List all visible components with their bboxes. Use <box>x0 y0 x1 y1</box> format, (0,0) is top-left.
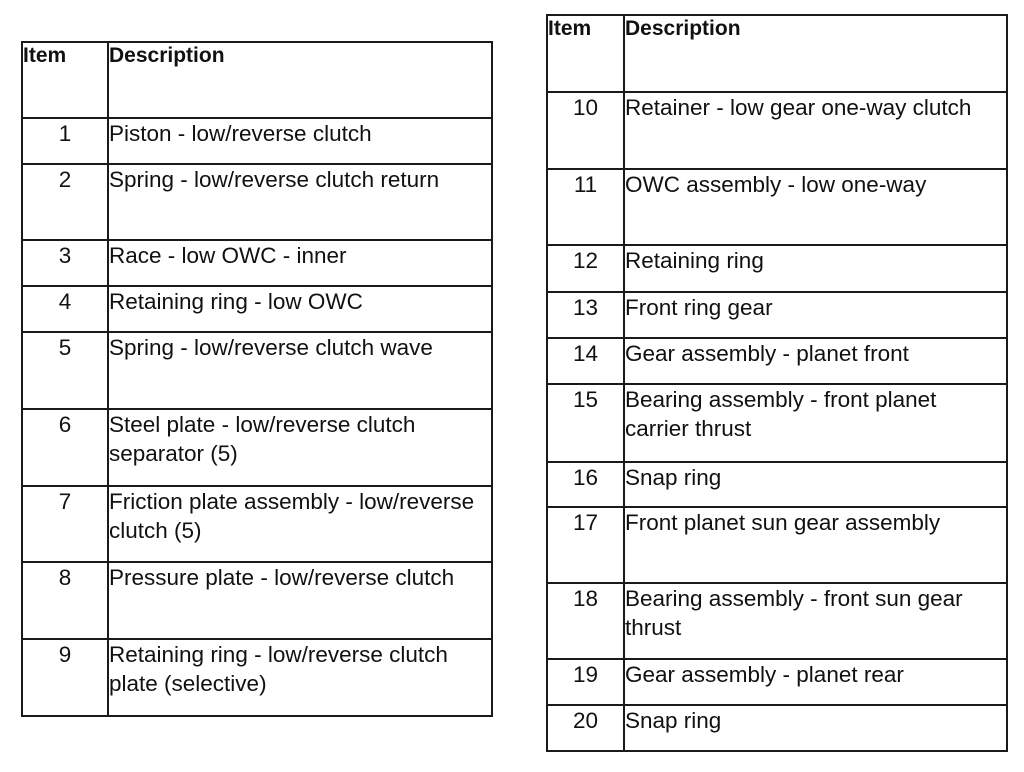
item-description: Bearing assembly - front planet carrier thrust <box>624 384 1007 462</box>
item-description: Piston - low/reverse clutch <box>108 118 492 164</box>
table-row <box>547 705 1007 751</box>
description-column-header: Description <box>624 15 1007 92</box>
table-row <box>22 409 492 486</box>
item-number: 13 <box>547 292 624 338</box>
item-number: 14 <box>547 338 624 384</box>
item-number: 16 <box>547 462 624 507</box>
table-row <box>547 92 1007 169</box>
item-description: Snap ring <box>624 705 1007 751</box>
item-description: Friction plate assembly - low/reverse clutch (5) <box>108 486 492 562</box>
table-row <box>22 332 492 409</box>
item-description: Race - low OWC - inner <box>108 240 492 286</box>
table-row <box>547 384 1007 462</box>
item-number: 9 <box>22 639 108 716</box>
item-number: 2 <box>22 164 108 240</box>
item-number: 3 <box>22 240 108 286</box>
table-row <box>22 118 492 164</box>
item-number: 17 <box>547 507 624 583</box>
item-description: Pressure plate - low/reverse clutch <box>108 562 492 639</box>
table-row <box>547 583 1007 659</box>
item-description: Front planet sun gear assembly <box>624 507 1007 583</box>
item-number: 6 <box>22 409 108 486</box>
table-row <box>22 639 492 716</box>
item-description: Front ring gear <box>624 292 1007 338</box>
table-row <box>547 462 1007 507</box>
item-description: Gear assembly - planet front <box>624 338 1007 384</box>
item-description: Gear assembly - planet rear <box>624 659 1007 705</box>
item-number: 4 <box>22 286 108 332</box>
item-description: Spring - low/reverse clutch return <box>108 164 492 240</box>
item-description: Spring - low/reverse clutch wave <box>108 332 492 409</box>
item-number: 18 <box>547 583 624 659</box>
table-row <box>22 240 492 286</box>
item-description: Retaining ring - low/reverse clutch plate (selective) <box>108 639 492 716</box>
description-column-header: Description <box>108 42 492 118</box>
item-number: 20 <box>547 705 624 751</box>
item-column-header: Item <box>547 15 624 92</box>
item-description: Retaining ring - low OWC <box>108 286 492 332</box>
table-row <box>547 292 1007 338</box>
item-description: Snap ring <box>624 462 1007 507</box>
item-column-header: Item <box>22 42 108 118</box>
table-row <box>547 507 1007 583</box>
item-number: 11 <box>547 169 624 245</box>
item-description: OWC assembly - low one-way <box>624 169 1007 245</box>
header-row <box>22 42 492 118</box>
item-description: Retaining ring <box>624 245 1007 292</box>
item-number: 7 <box>22 486 108 562</box>
item-number: 12 <box>547 245 624 292</box>
header-row <box>547 15 1007 92</box>
table-row <box>547 245 1007 292</box>
item-number: 19 <box>547 659 624 705</box>
item-number: 15 <box>547 384 624 462</box>
item-description: Retainer - low gear one-way clutch <box>624 92 1007 169</box>
item-number: 1 <box>22 118 108 164</box>
table-row <box>547 169 1007 245</box>
table-row <box>547 659 1007 705</box>
table-row <box>547 338 1007 384</box>
item-description: Steel plate - low/reverse clutch separator (5) <box>108 409 492 486</box>
table-row <box>22 486 492 562</box>
item-number: 8 <box>22 562 108 639</box>
table-row <box>22 562 492 639</box>
parts-table-right <box>546 14 1008 752</box>
parts-table-left <box>21 41 493 717</box>
item-description: Bearing assembly - front sun gear thrust <box>624 583 1007 659</box>
table-row <box>22 286 492 332</box>
table-row <box>22 164 492 240</box>
item-number: 10 <box>547 92 624 169</box>
item-number: 5 <box>22 332 108 409</box>
